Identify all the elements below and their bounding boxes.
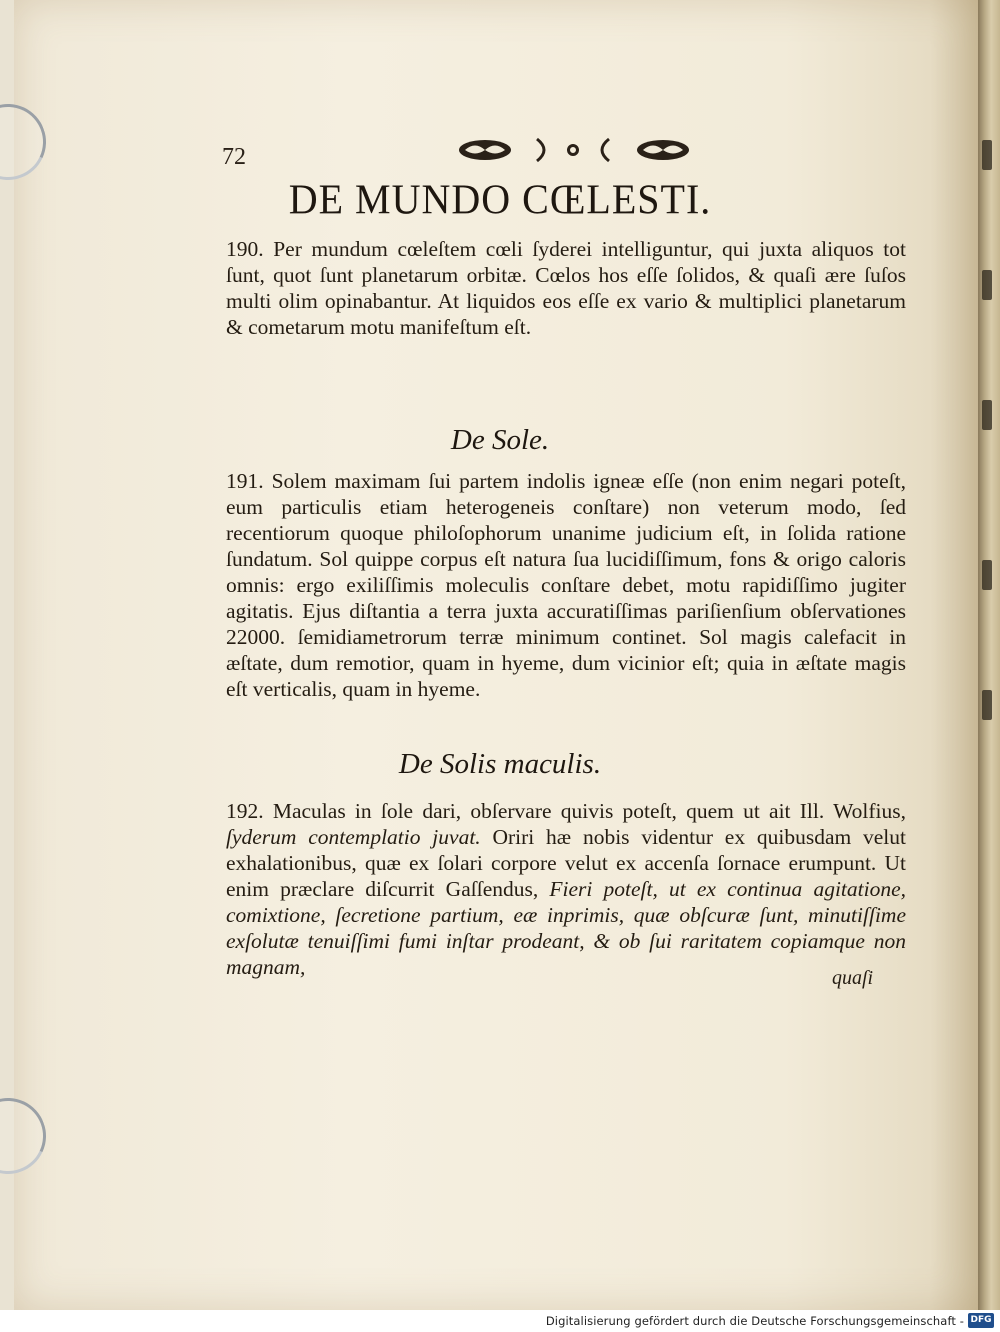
footer-bar <box>0 1310 1000 1332</box>
paragraph-192-quote: ſyderum contemplatio juvat. <box>226 825 481 849</box>
paragraph-192-text: 192. Maculas in ſole dari, obſervare quivis poteſt, quem ut ait Ill. Wolfius, <box>226 799 906 823</box>
edge-mark <box>982 270 992 300</box>
paragraph-190: 190. Per mundum cœleſtem cœli ſyderei intelliguntur, qui juxta aliquos tot ſunt, quot ſunt planetarum orbitæ. Cœlos hos eſſe ſolidos, & quaſi ære ſuſos multi olim opinabantur. At liquidos eos eſſe ex vario & multiplici planetarum & cometarum motu manifeſtum eſt. <box>226 237 906 339</box>
edge-mark <box>982 690 992 720</box>
catchword: quaſi <box>832 967 874 989</box>
ornament-icon <box>455 133 695 167</box>
paragraph-192-gassendus-quote: Fieri poteſt, ut ex continua agitatione, comixtione, ſecretione partium, eæ inprimis, quæ obſcuræ ſunt, minutiſſime exſolutæ tenuiſſimi fumi inſtar prodeant, & ob ſui raritatem copiamque non magnam, <box>226 877 907 979</box>
chapter-title: DE MUNDO CŒLESTI. <box>288 175 712 224</box>
dfg-logo-icon: DFG <box>968 1313 994 1328</box>
edge-mark <box>982 560 992 590</box>
heading-de-solis-maculis: De Solis maculis. <box>398 748 602 780</box>
paragraph-192 <box>226 798 906 980</box>
heading-de-sole: De Sole. <box>450 424 550 456</box>
paragraph-192-text-cont: Oriri hæ nobis videntur ex quibusdam velut exhalationibus, quæ ex ſolari corpore velut ex accenſa ſornace erumpunt. Ut enim præclare diſcurrit Gaſſendus, <box>226 825 906 901</box>
page-number: 72 <box>222 144 246 170</box>
paragraph-191: 191. Solem maximam ſui partem indolis igneæ eſſe (non enim negari poteſt, eum particulis etiam heterogeneis conſtare) non veterum modo, ſed recentiorum quoque philoſophorum unanime judicium eſt, in ſolida ratione ſundatum. Sol quippe corpus eſt natura ſua lucidiſſimum, fons & origo caloris omnis: ergo exiliſſimis moleculis conſtare debet, motu rapidiſſimo jugiter agitatis. Ejus diſtantia a terra juxta accuratiſſimas pariſienſium obſervationes 22000. ſemidiametrorum terræ minimum continet. Sol magis calefacit in æſtate, dum remotior, quam in hyeme, dum vicinior eſt; quia in æſtate magis eſt verticalis, quam in hyeme. <box>226 469 906 701</box>
footer-credit: Digitalisierung gefördert durch die Deutsche Forschungsgemeinschaft - <box>545 1314 964 1328</box>
edge-mark <box>982 140 992 170</box>
